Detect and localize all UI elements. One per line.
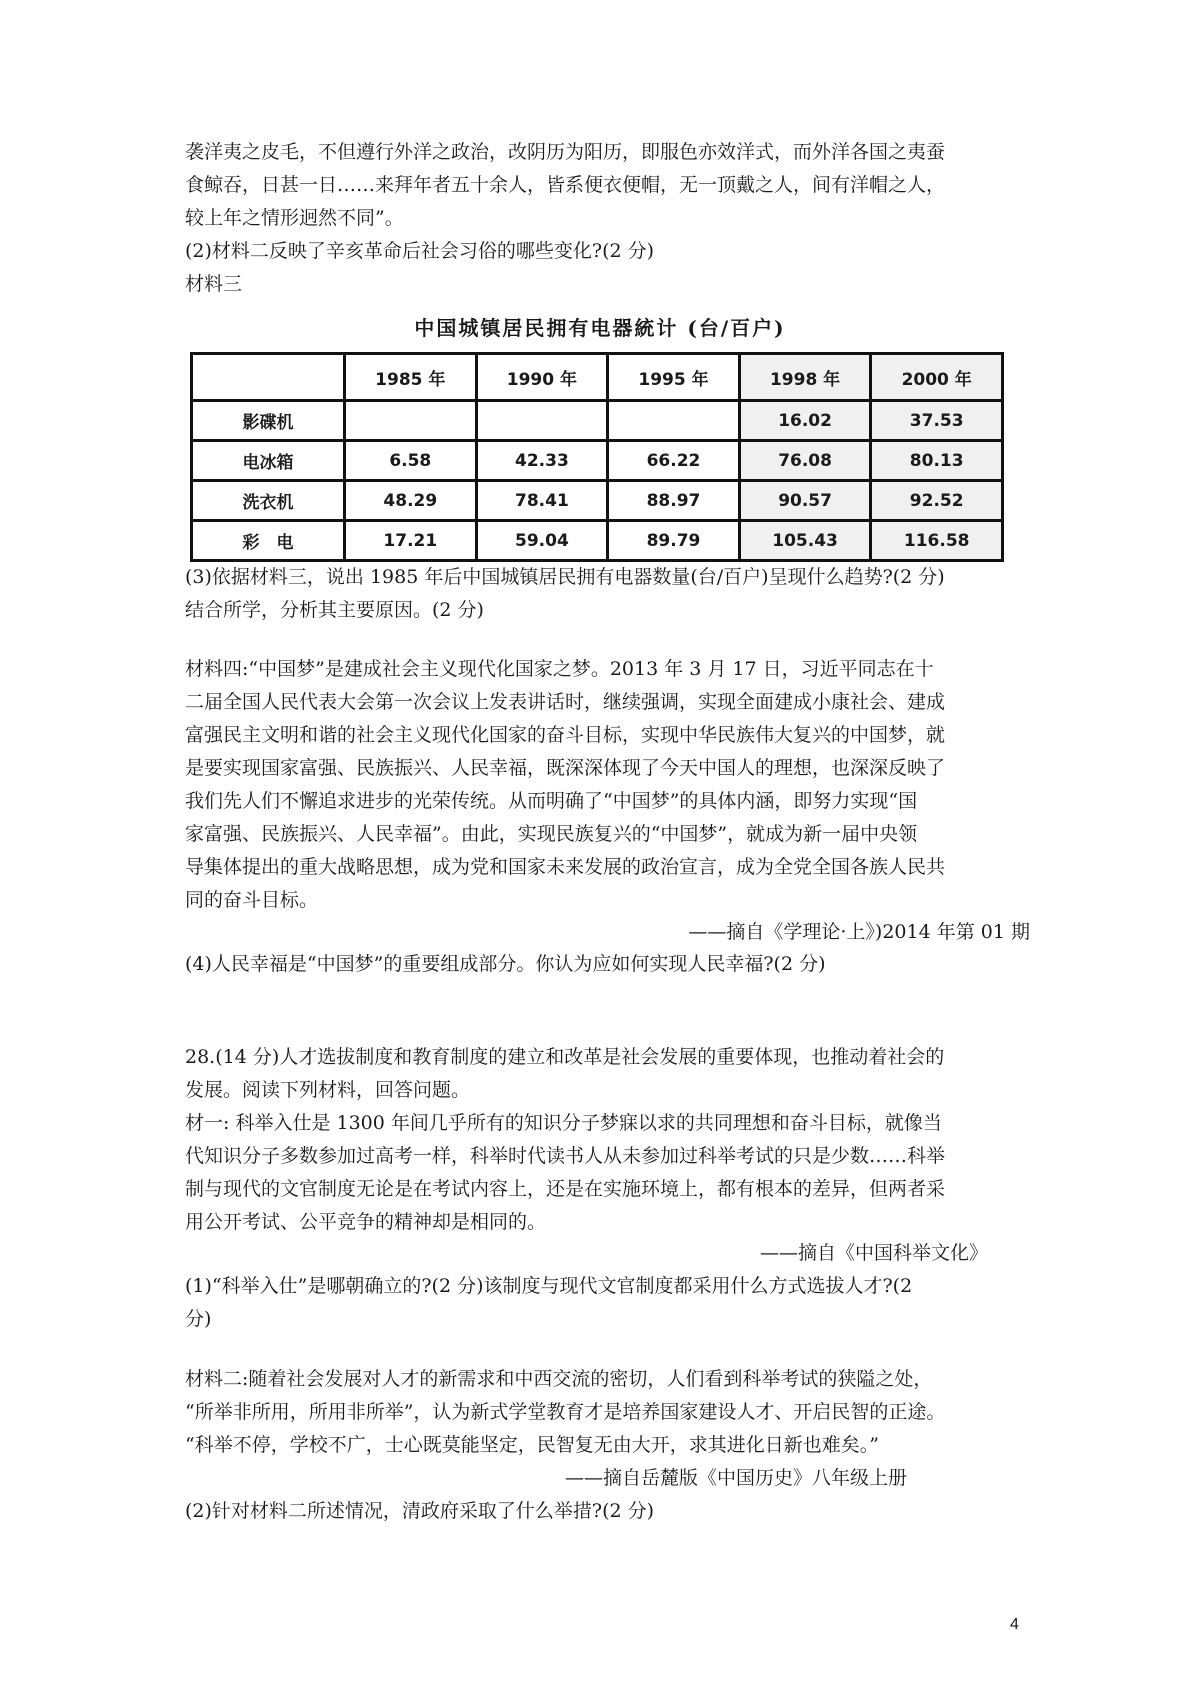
text-line: 材料四:“中国梦”是建成社会主义现代化国家之梦。2013 年 3 月 17 日，习近平同志在十 xyxy=(185,658,934,680)
text-line: (1)“科举入仕”是哪朝确立的?(2 分)该制度与现代文官制度都采用什么方式选拔人才?(2 xyxy=(185,1275,913,1297)
table-row xyxy=(192,481,1003,521)
question-28-material-one xyxy=(185,1041,1030,1239)
text-line: (2)针对材料二所述情况，清政府采取了什么举措?(2 分) xyxy=(185,1500,655,1522)
text-line: “所举非所用，所用非所举”，认为新式学堂教育才是培养国家建设人才、开启民智的正途。 xyxy=(185,1401,946,1423)
table-cell: 88.97 xyxy=(608,481,740,521)
table-cell: 17.21 xyxy=(345,521,477,561)
text-line: 用公开考试、公平竞争的精神却是相同的。 xyxy=(185,1211,547,1233)
table-cell: 42.33 xyxy=(476,441,608,481)
text-line: 同的奋斗目标。 xyxy=(185,889,319,911)
text-line: 制与现代的文官制度无论是在考试内容上，还是在实施环境上，都有根本的差异，但两者采 xyxy=(185,1178,946,1200)
text-line: “科举不停，学校不广，士心既莫能坚定，民智复无由大开，求其进化日新也难矣。” xyxy=(185,1434,879,1456)
question-28-2 xyxy=(185,1495,1030,1528)
text-line: ——摘自《中国科举文化》 xyxy=(760,1242,989,1264)
page-number: 4 xyxy=(1010,1616,1019,1633)
table-cell: 92.52 xyxy=(871,481,1003,521)
text-line: ——摘自《学理论·上》)2014 年第 01 期 xyxy=(688,921,1030,943)
text-line: 我们先人们不懈追求进步的光荣传统。从而明确了“中国梦”的具体内涵，即努力实现“国 xyxy=(185,790,918,812)
table-cell: 48.29 xyxy=(345,481,477,521)
table-title: 中国城镇居民拥有电器統计 (台/百户) xyxy=(414,316,786,340)
citation-material-one xyxy=(760,1237,1030,1270)
table-cell: 78.41 xyxy=(476,481,608,521)
text-line: 28.(14 分)人才选拔制度和教育制度的建立和改革是社会发展的重要体现，也推动着社会的 xyxy=(185,1046,945,1068)
table-cell xyxy=(608,401,740,441)
text-line: 是要实现国家富强、民族振兴、人民幸福，既深深体现了今天中国人的理想，也深深反映了 xyxy=(185,757,946,779)
table-header-cell: 1998 年 xyxy=(739,354,871,401)
table-cell xyxy=(345,401,477,441)
table-cell: 80.13 xyxy=(871,441,1003,481)
table-cell: 76.08 xyxy=(739,441,871,481)
table-cell: 16.02 xyxy=(739,401,871,441)
table-cell: 66.22 xyxy=(608,441,740,481)
text-line: (4)人民幸福是“中国梦”的重要组成部分。你认为应如何实现人民幸福?(2 分) xyxy=(185,953,826,975)
row-label: 彩 电 xyxy=(192,521,345,561)
text-line: 分) xyxy=(185,1308,212,1330)
text-line: 富强民主文明和谐的社会主义现代化国家的奋斗目标，实现中华民族伟大复兴的中国梦，就 xyxy=(185,724,946,746)
question-3 xyxy=(185,561,1030,627)
appliance-statistics-table-figure xyxy=(190,312,1010,553)
table-header-cell: 1995 年 xyxy=(608,354,740,401)
table-cell: 90.57 xyxy=(739,481,871,521)
table-row xyxy=(192,521,1003,561)
material-two-section-28 xyxy=(185,1363,1030,1462)
paragraph-material-two-end xyxy=(185,136,1030,301)
citation-material-two xyxy=(565,1462,965,1495)
table-cell: 59.04 xyxy=(476,521,608,561)
appliance-statistics-table xyxy=(190,352,1004,562)
table-header-cell: 1985 年 xyxy=(345,354,477,401)
table-cell: 116.58 xyxy=(871,521,1003,561)
material-three-heading: 材料三 xyxy=(185,273,243,295)
text-line: 材一: 科举入仕是 1300 年间几乎所有的知识分子梦寐以求的共同理想和奋斗目标，就像当 xyxy=(185,1112,942,1134)
table-cell: 6.58 xyxy=(345,441,477,481)
table-header-cell: 1990 年 xyxy=(476,354,608,401)
row-label: 洗衣机 xyxy=(192,481,345,521)
text-line: (3)依据材料三，说出 1985 年后中国城镇居民拥有电器数量(台/百户)呈现什么趋势?(2 分) xyxy=(185,566,945,588)
question-4 xyxy=(185,948,1030,981)
text-line: ——摘自岳麓版《中国历史》八年级上册 xyxy=(565,1467,908,1489)
table-cell: 89.79 xyxy=(608,521,740,561)
table-header-row xyxy=(192,354,1003,401)
text-line: 食鲸吞，日甚一日……来拜年者五十余人，皆系便衣便帽，无一顶戴之人，间有洋帽之人， xyxy=(185,174,946,196)
text-line: 发展。阅读下列材料，回答问题。 xyxy=(185,1079,471,1101)
text-line: 结合所学，分析其主要原因。(2 分) xyxy=(185,599,484,621)
text-line: 袭洋夷之皮毛，不但遵行外洋之政治，改阴历为阳历，即服色亦效洋式，而外洋各国之夷蚕 xyxy=(185,141,946,163)
table-cell xyxy=(476,401,608,441)
text-line: 代知识分子多数参加过高考一样，科举时代读书人从未参加过科举考试的只是少数……科举 xyxy=(185,1145,946,1167)
text-line: 材料二:随着社会发展对人才的新需求和中西交流的密切，人们看到科举考试的狭隘之处， xyxy=(185,1368,933,1390)
material-four xyxy=(185,653,1030,917)
question-28-1 xyxy=(185,1270,1030,1336)
row-label: 影碟机 xyxy=(192,401,345,441)
question-2: (2)材料二反映了辛亥革命后社会习俗的哪些变化?(2 分) xyxy=(185,240,655,262)
text-line: 家富强、民族振兴、人民幸福”。由此，实现民族复兴的“中国梦”，就成为新一届中央领 xyxy=(185,823,918,845)
table-header-cell xyxy=(192,354,345,401)
row-label: 电冰箱 xyxy=(192,441,345,481)
text-line: 二届全国人民代表大会第一次会议上发表讲话时，继续强调，实现全面建成小康社会、建成 xyxy=(185,691,946,713)
table-row xyxy=(192,401,1003,441)
text-line: 较上年之情形迥然不同”。 xyxy=(185,207,404,229)
text-line: 导集体提出的重大战略思想，成为党和国家未来发展的政治宣言，成为全党全国各族人民共 xyxy=(185,856,946,878)
table-header-cell: 2000 年 xyxy=(871,354,1003,401)
table-cell: 37.53 xyxy=(871,401,1003,441)
citation-material-four xyxy=(185,916,1030,949)
table-cell: 105.43 xyxy=(739,521,871,561)
table-row xyxy=(192,441,1003,481)
